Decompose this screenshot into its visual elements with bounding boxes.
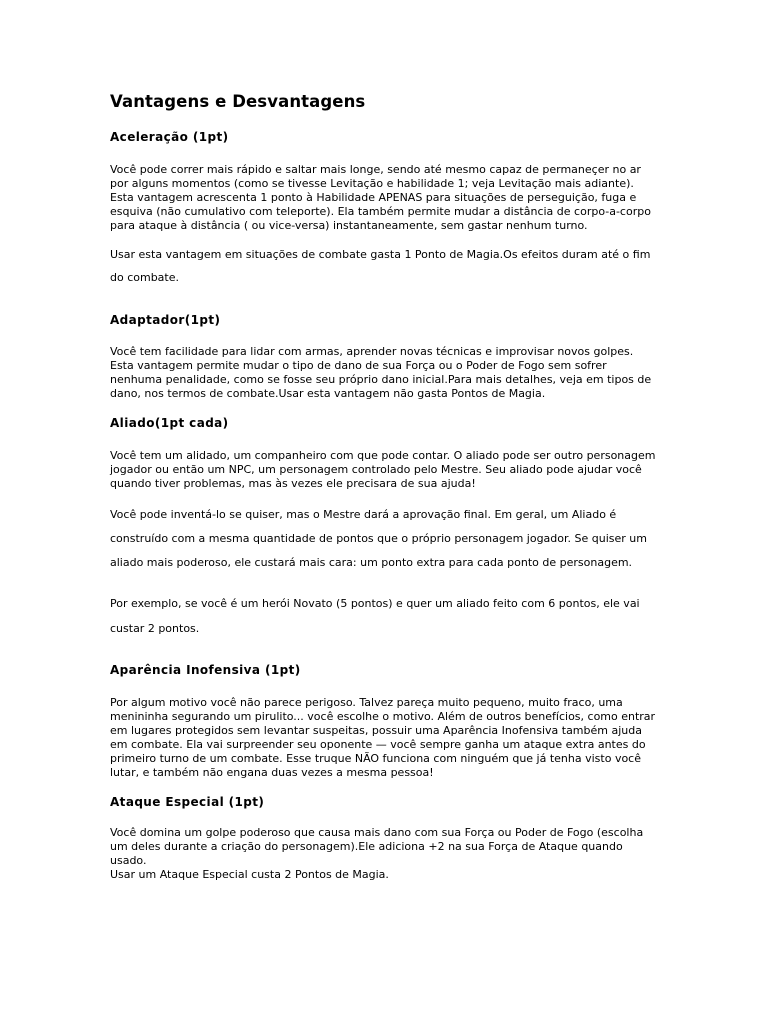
paragraph-aceleracao-cost-line1: Usar esta vantagem em situações de combate gasta 1 Ponto de Magia.Os efeitos duram até o fim [110, 248, 651, 261]
heading-ataque-especial: Ataque Especial (1pt) [110, 795, 265, 809]
paragraph-aliado-example-line1: Por exemplo, se você é um herói Novato (5 pontos) e quer um aliado feito com 6 pontos, ele vai [110, 597, 640, 610]
paragraph-adaptador-description: Você tem facilidade para lidar com armas, aprender novas técnicas e improvisar novos golpes. Esta vantagem permite mudar o tipo de dano de sua Força ou o Poder de Fogo sem sofrer nenhuma penalidade, como se fosse seu próprio dano inicial.Para mais detalhes, veja em tipos de dano, nos termos de combate.Usar esta vantagem não gasta Pontos de Magia. [110, 345, 652, 400]
paragraph-aliado-description: Você tem um alidado, um companheiro com que pode contar. O aliado pode ser outro personagem jogador ou então um NPC, um personagem controlado pelo Mestre. Seu aliado pode ajudar você quando tiver problemas, mas às vezes ele precisara de sua ajuda! [110, 449, 656, 490]
page-title: Vantagens e Desvantagens [110, 92, 366, 111]
paragraph-aceleracao-description: Você pode correr mais rápido e saltar mais longe, sendo até mesmo capaz de permaneçer no ar por alguns momentos (como se tivesse Levitação e habilidade 1; veja Levitação mais adiante). Esta vantagem acrescenta 1 ponto à Habilidade APENAS para situações de perseguição, fuga e esquiva (não cumulativo com teleporte). Ela também permite mudar a distância de corpo-a-corpo para ataque à distância ( ou vice-versa) instantaneamente, sem gastar nenhum turno. [110, 163, 651, 232]
heading-aparencia-inofensiva: Aparência Inofensiva (1pt) [110, 663, 301, 677]
paragraph-aliado-creation-line1: Você pode inventá-lo se quiser, mas o Mestre dará a aprovação final. Em geral, um Aliado é [110, 508, 617, 521]
heading-adaptador: Adaptador(1pt) [110, 313, 221, 327]
paragraph-ataque-description: Você domina um golpe poderoso que causa mais dano com sua Força ou Poder de Fogo (escolha um deles durante a criação do personagem).Ele adiciona +2 na sua Força de Ataque quando usado. Usar um Ataque Especial custa 2 Pontos de Magia. [110, 826, 644, 881]
paragraph-aparencia-description: Por algum motivo você não parece perigoso. Talvez pareça muito pequeno, muito fraco, uma menininha segurando um pirulito... você escolhe o motivo. Além de outros benefícios, como entrar em lugares protegidos sem levantar suspeitas, possuir uma Aparência Inofensiva também ajuda em combate. Ela vai surpreender seu oponente — você sempre ganha um ataque extra antes do primeiro turno de um combate. Esse truque NÃO funciona com ninguém que já tenha visto você lutar, e também não engana duas vezes a mesma pessoa! [110, 696, 656, 779]
paragraph-aliado-creation-line2: construído com a mesma quantidade de pontos que o próprio personagem jogador. Se quiser um [110, 532, 647, 545]
paragraph-aliado-example-line2: custar 2 pontos. [110, 622, 200, 635]
heading-aceleracao: Aceleração (1pt) [110, 130, 229, 144]
paragraph-aliado-creation-line3: aliado mais poderoso, ele custará mais cara: um ponto extra para cada ponto de personagem. [110, 556, 633, 569]
heading-aliado: Aliado(1pt cada) [110, 416, 229, 430]
paragraph-aceleracao-cost-line2: do combate. [110, 271, 180, 284]
